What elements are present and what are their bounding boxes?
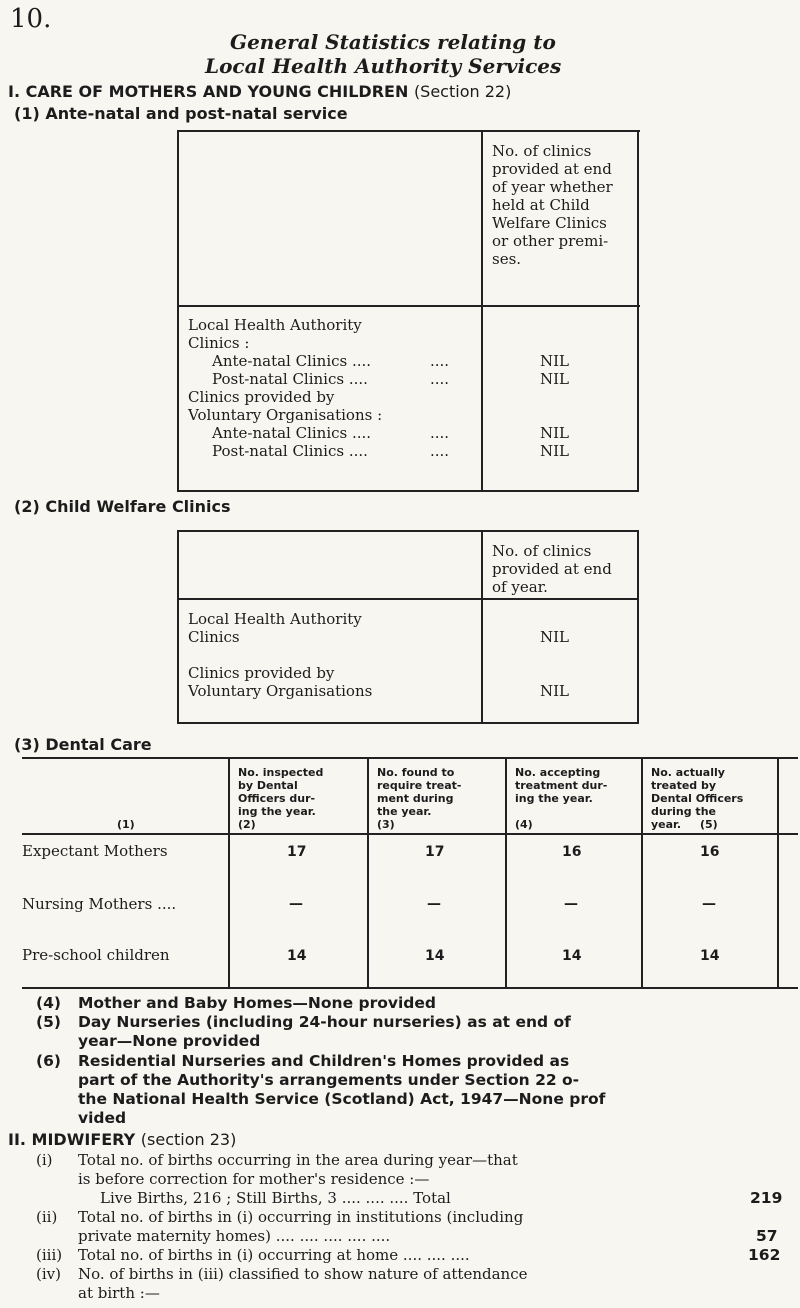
- dental-cell: —: [564, 896, 578, 912]
- table2-column-header: No. of clinics provided at end of year.: [492, 542, 612, 596]
- dental-col-3-header: No. found to require treat- ment during the year.: [377, 766, 462, 818]
- dental-col-5-header: No. actually treated by Dental Officers during the year.: [651, 766, 744, 831]
- section-2-heading: II. MIDWIFERY (section 23): [8, 1130, 237, 1149]
- dental-cell: 14: [425, 948, 445, 964]
- dental-row-label: Pre-school children: [22, 946, 170, 964]
- midwifery-item-iii: Total no. of births in (i) occurring at home .... .... ....: [78, 1246, 470, 1264]
- dental-cell: 17: [287, 844, 307, 860]
- table1-row-dots: ....: [430, 370, 450, 388]
- midwifery-item-number: (ii): [36, 1208, 58, 1226]
- table2-row-value: NIL: [540, 682, 570, 700]
- dental-cell: 14: [287, 948, 307, 964]
- table1-column-header: No. of clinics provided at end of year whether held at Child Welfare Clinics or other premi- ses.: [492, 142, 613, 268]
- table1-row-label: Post-natal Clinics ....: [212, 370, 368, 388]
- table2-row-label: Local Health Authority: [188, 610, 362, 628]
- dental-col-2-number: (2): [238, 818, 256, 831]
- item-number: (6): [36, 1052, 61, 1070]
- table2-row-label: Voluntary Organisations: [188, 682, 373, 700]
- item-number: (4): [36, 994, 61, 1012]
- dental-cell: 16: [562, 844, 582, 860]
- table2-row-value: NIL: [540, 628, 570, 646]
- table1-row-value: NIL: [540, 370, 570, 388]
- dental-cell: 14: [562, 948, 582, 964]
- page-title-line-2: Local Health Authority Services: [205, 54, 562, 78]
- table1-group-local-b: Clinics :: [188, 334, 250, 352]
- dental-row-label: Nursing Mothers ....: [22, 895, 177, 913]
- midwifery-item-ii: Total no. of births in (i) occurring in institutions (including private maternity homes) .... .... .... .... ....: [78, 1208, 524, 1245]
- midwifery-item-number: (i): [36, 1151, 53, 1169]
- dental-row-label: Expectant Mothers: [22, 842, 168, 860]
- table1-row-value: NIL: [540, 442, 570, 460]
- dental-col-4-header: No. accepting treatment dur- ing the year.: [515, 766, 608, 805]
- subsection-3-heading: (3) Dental Care: [14, 735, 152, 754]
- dental-col-2-header: No. inspected by Dental Officers dur- ing the year.: [238, 766, 324, 818]
- item-5-text: Day Nurseries (including 24-hour nurseries) as at end of year—None provided: [78, 1013, 571, 1050]
- midwifery-item-iv: No. of births in (iii) classified to show nature of attendance at birth :—: [78, 1265, 528, 1302]
- midwifery-item-number: (iii): [36, 1246, 63, 1264]
- dental-col-1-number: (1): [117, 818, 135, 831]
- dental-cell: —: [289, 896, 303, 912]
- page-number: 10.: [10, 4, 52, 34]
- item-number: (5): [36, 1013, 61, 1031]
- item-4-text: Mother and Baby Homes—None provided: [78, 994, 437, 1012]
- midwifery-value: 162: [748, 1246, 781, 1264]
- page-title-line-1: General Statistics relating to: [230, 30, 556, 54]
- midwifery-item-number: (iv): [36, 1265, 61, 1283]
- dental-cell: —: [427, 896, 441, 912]
- dental-col-5-number: (5): [700, 818, 718, 831]
- table1-row-value: NIL: [540, 424, 570, 442]
- dental-cell: —: [702, 896, 716, 912]
- table1-group-local: Local Health Authority: [188, 316, 362, 334]
- table1-row-label: Ante-natal Clinics ....: [212, 424, 372, 442]
- table1-row-label: Ante-natal Clinics ....: [212, 352, 372, 370]
- table1-row-value: NIL: [540, 352, 570, 370]
- table1-group-voluntary: Clinics provided by: [188, 388, 335, 406]
- section-1-heading: I. CARE OF MOTHERS AND YOUNG CHILDREN (Section 22): [8, 82, 512, 101]
- table1-row-dots: ....: [430, 352, 450, 370]
- table1-row-label: Post-natal Clinics ....: [212, 442, 368, 460]
- table1-row-dots: ....: [430, 442, 450, 460]
- table2-row-label: Clinics provided by: [188, 664, 335, 682]
- subsection-1-heading: (1) Ante-natal and post-natal service: [14, 104, 348, 123]
- item-6-text: Residential Nurseries and Children's Homes provided as part of the Authority's arrangements under Section 22 o- the National Health Service (Scotland) Act, 1947—None prof vided: [78, 1052, 606, 1127]
- dental-col-4-number: (4): [515, 818, 533, 831]
- dental-cell: 17: [425, 844, 445, 860]
- dental-cell: 16: [700, 844, 720, 860]
- dental-cell: 14: [700, 948, 720, 964]
- table1-row-dots: ....: [430, 424, 450, 442]
- midwifery-value: 219: [750, 1189, 783, 1207]
- table2-row-label: Clinics: [188, 628, 240, 646]
- table1-group-voluntary-b: Voluntary Organisations :: [188, 406, 383, 424]
- midwifery-value: 57: [756, 1227, 778, 1245]
- dental-col-3-number: (3): [377, 818, 395, 831]
- subsection-2-heading: (2) Child Welfare Clinics: [14, 497, 231, 516]
- midwifery-item-i: Total no. of births occurring in the area during year—that is before correction for mother's residence :— Live Births, 216 ; Still Births, 3 .... .... .... Total: [78, 1151, 518, 1207]
